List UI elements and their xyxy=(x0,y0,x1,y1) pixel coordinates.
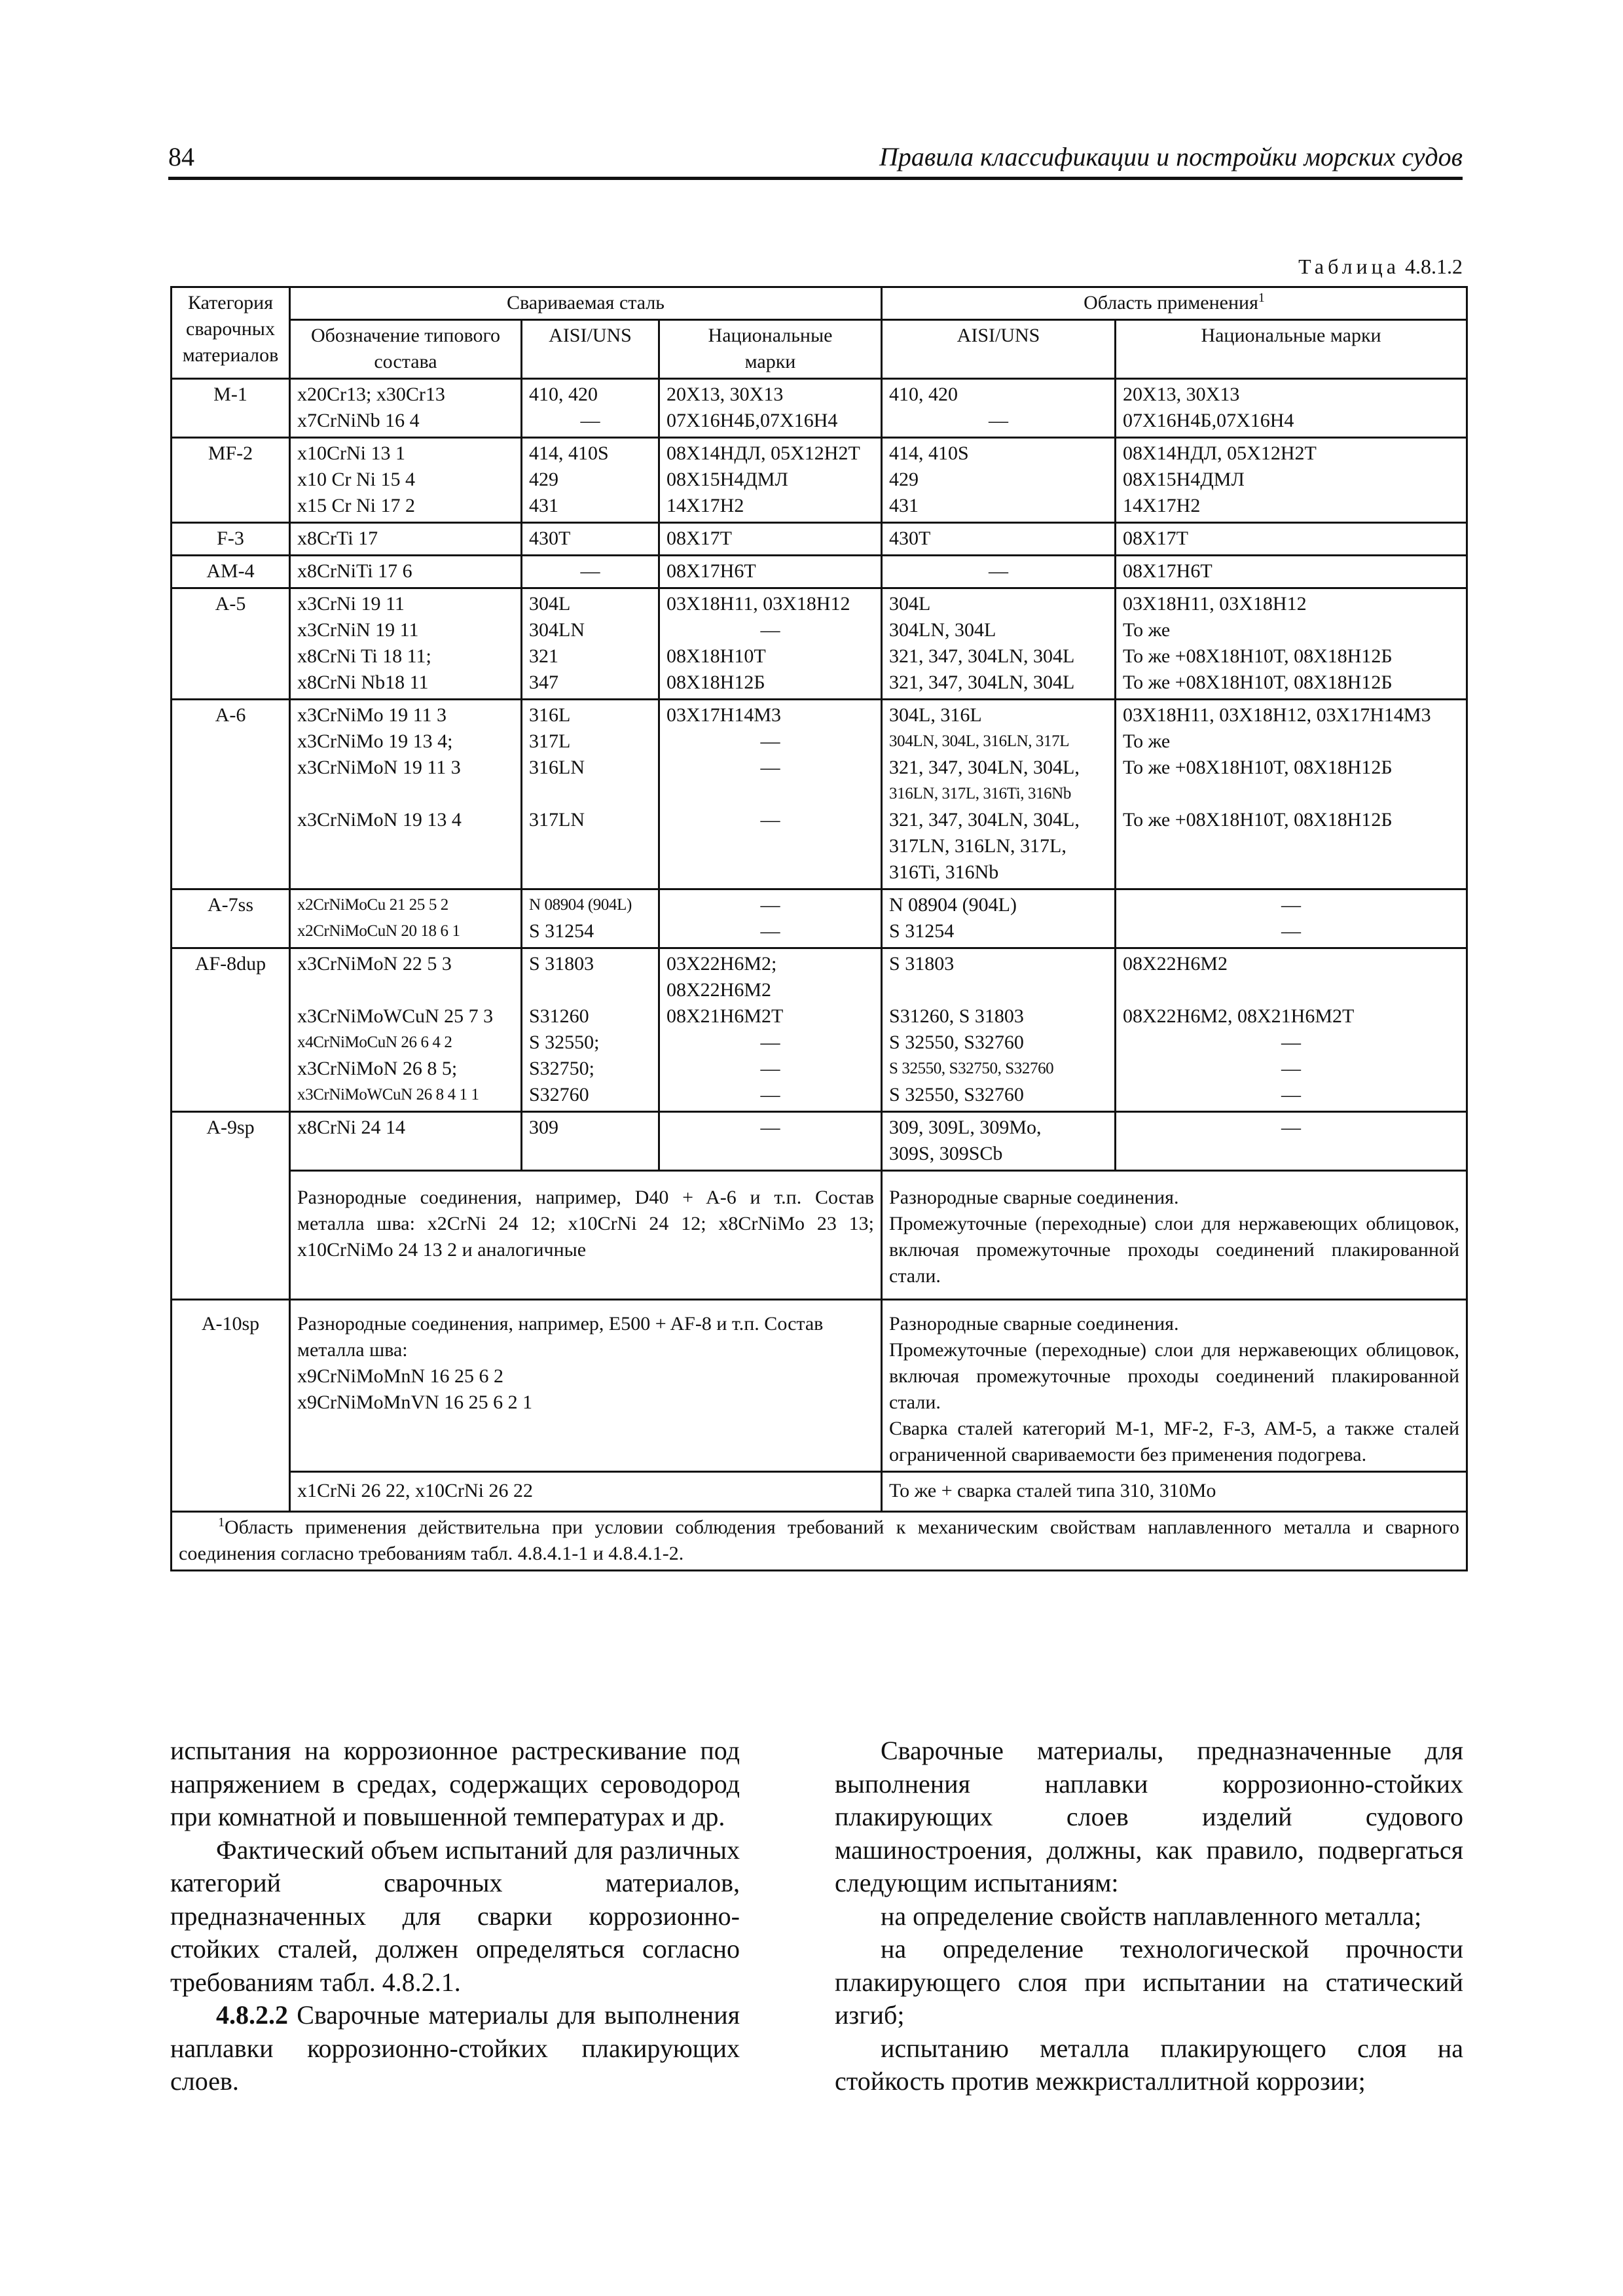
footnote-text: Область применения действительна при условии соблюдения требований к механическим свойствам наплавленного металла и сварного соединения согласно требованиям табл. 4.8.4.1-1 и 4.8.4.1-2. xyxy=(179,1516,1460,1564)
header-national: Национальные марки xyxy=(659,320,882,379)
cell-line: 20X13, 30X13 xyxy=(666,384,784,405)
table-row xyxy=(172,556,1467,588)
cell-line: 08X22H6M2 xyxy=(666,979,772,1001)
cell-line: 431 xyxy=(529,495,558,516)
cell-line: 08X17T xyxy=(666,528,732,549)
right-paragraph-1: Сварочные материалы, предназначенные для выполнения наплавки коррозионно-стойких плакирующих слоев изделий судового машиностроения, должны, как правило, подвергаться следующим испытаниям: xyxy=(835,1736,1463,1897)
cell-line: — xyxy=(760,1058,780,1079)
cell-app-national xyxy=(1116,523,1467,556)
cell-line: S32750; xyxy=(529,1058,595,1079)
cell-line: 03X18H11, 03X18H12, 03X17H14M3 xyxy=(1123,704,1431,726)
cell-line: — xyxy=(760,1084,780,1105)
cell-composition xyxy=(290,438,522,523)
cell-line: x8CrNiTi 17 6 xyxy=(297,560,412,582)
header-welded-steel: Свариваемая сталь xyxy=(290,287,882,320)
cell-line: x8CrNi 24 14 xyxy=(297,1117,405,1138)
cell-line: 14X17H2 xyxy=(1123,495,1201,516)
table-caption-number: 4.8.1.2 xyxy=(1405,255,1463,278)
cell-line: x2CrNiMoCuN 20 18 6 1 xyxy=(297,922,460,940)
cell-composition xyxy=(290,700,522,889)
cell-line: 304LN, 304L, 316LN, 317L xyxy=(889,732,1070,750)
cell-line xyxy=(529,781,651,807)
cell-line xyxy=(1123,859,1459,886)
cell-line: 410, 420 xyxy=(889,384,958,405)
cell-line: x3CrNiMoWCuN 26 8 4 1 1 xyxy=(297,1086,479,1103)
cell-line xyxy=(1123,781,1459,807)
cell-aisi-uns xyxy=(522,889,659,948)
cell-line: x3CrNiN 19 11 xyxy=(297,619,419,641)
cell-line: 430T xyxy=(889,528,931,549)
cell-line: 07X16H4Б,07X16H4 xyxy=(1123,410,1294,431)
cell-line: 304LN xyxy=(529,619,585,641)
cell-line: 430T xyxy=(529,528,571,549)
cell-line: x3CrNiMo 19 13 4; xyxy=(297,730,453,752)
table-footnote xyxy=(172,1512,1467,1571)
cell-line: То же xyxy=(1123,730,1171,752)
cell-dissimilar-steel: Разнородные соединения, например, D40 + A-6 и т.п. Состав металла шва: x2CrNi 24 12; x10CrNi 24 12; x8CrNiMo 23 13; x10CrNiMo 24 13 2 и аналогичные xyxy=(290,1171,882,1300)
cell-category: A-6 xyxy=(172,700,290,889)
table-row xyxy=(172,948,1467,1112)
cell-category: M-1 xyxy=(172,379,290,438)
cell-line: 07X16H4Б,07X16H4 xyxy=(666,410,838,431)
cell-a10-steel: Разнородные соединения, например, E500 + AF-8 и т.п. Состав металла шва: x9CrNiMoMnN 16 25 6 2 x9CrNiMoMnVN 16 25 6 2 1 xyxy=(290,1300,882,1472)
cell-line: S 32550, S32750, S32760 xyxy=(889,1060,1054,1077)
right-paragraph-2: на определение свойств наплавленного металла; xyxy=(881,1901,1422,1931)
cell-line xyxy=(666,781,874,807)
cell-line: S 31803 xyxy=(889,953,955,975)
cell-line: 414, 410S xyxy=(529,442,609,464)
cell-aisi-uns xyxy=(522,948,659,1112)
cell-line: — xyxy=(989,410,1009,431)
cell-app-national xyxy=(1116,379,1467,438)
cell-line: S 31803 xyxy=(529,953,594,975)
cell-line: 03X18H11, 03X18H12 xyxy=(666,593,850,615)
cell-line: x3CrNiMoWCuN 25 7 3 xyxy=(297,1005,494,1027)
table-row-a10-2 xyxy=(172,1472,1467,1512)
cell-line: 08X17T xyxy=(1123,528,1189,549)
cell-composition xyxy=(290,889,522,948)
cell-dissimilar-application: Разнородные сварные соединения. Промежуточные (переходные) слои для нержавеющих облицовок, включая промежуточные проходы соединений плакированной стали. xyxy=(882,1171,1467,1300)
cell-line: — xyxy=(1281,1031,1302,1053)
cell-category: A-5 xyxy=(172,588,290,700)
table-caption xyxy=(1298,253,1463,279)
cell-national xyxy=(659,379,882,438)
cell-app-national xyxy=(1116,588,1467,700)
cell-line: — xyxy=(1281,1084,1302,1105)
cell-line: x2CrNiMoCu 21 25 5 2 xyxy=(297,896,448,914)
cell-app-national xyxy=(1116,1112,1467,1171)
cell-line: — xyxy=(760,1031,780,1053)
cell-line: — xyxy=(1281,920,1302,942)
cell-line xyxy=(889,977,1108,1003)
cell-line: 414, 410S xyxy=(889,442,969,464)
cell-line: 08X15H4ДМЛ xyxy=(666,469,788,490)
cell-line: 03X18H11, 03X18H12 xyxy=(1123,593,1307,615)
text-column-right xyxy=(835,1734,1463,2098)
cell-composition xyxy=(290,1112,522,1171)
cell-line xyxy=(529,977,651,1003)
header-aisi-uns-app: AISI/UNS xyxy=(882,320,1116,379)
cell-line xyxy=(529,859,651,886)
cell-line: 08X14НДЛ, 05X12H2T xyxy=(1123,442,1317,464)
cell-line: x8CrTi 17 xyxy=(297,528,378,549)
cell-line: 20X13, 30X13 xyxy=(1123,384,1240,405)
cell-line xyxy=(297,833,514,859)
cell-app-aisi-uns xyxy=(882,1112,1116,1171)
cell-line: 316LN, 317L, 316Ti, 316Nb xyxy=(889,785,1072,802)
cell-app-aisi-uns xyxy=(882,889,1116,948)
running-title: Правила классификации и постройки морских судов xyxy=(879,142,1463,171)
cell-line: — xyxy=(760,894,780,916)
cell-line: x4CrNiMoCuN 26 6 4 2 xyxy=(297,1033,452,1051)
header-rule xyxy=(168,177,1463,180)
cell-aisi-uns xyxy=(522,379,659,438)
cell-line: — xyxy=(760,730,780,752)
cell-line: 03X17H14M3 xyxy=(666,704,782,726)
cell-line: 03X22H6M2; xyxy=(666,953,777,975)
cell-aisi-uns xyxy=(522,588,659,700)
header-row-1 xyxy=(172,287,1467,320)
cell-line xyxy=(297,781,514,807)
cell-a10-steel-2: x1CrNi 26 22, x10CrNi 26 22 xyxy=(290,1472,882,1512)
materials-table xyxy=(170,286,1468,1571)
cell-line: 321 xyxy=(529,645,558,667)
cell-app-aisi-uns xyxy=(882,379,1116,438)
cell-line: S 31254 xyxy=(889,920,955,942)
cell-line: — xyxy=(1281,1058,1302,1079)
cell-line: То же +08X18H10T, 08X18H12Б xyxy=(1123,645,1393,667)
cell-line: 309 xyxy=(529,1117,558,1138)
cell-national xyxy=(659,438,882,523)
left-paragraph-2: Фактический объем испытаний для различных категорий сварочных материалов, предназначенных для сварки коррозионно-стойких сталей, должен определяться согласно требованиям табл. 4.8.2.1. xyxy=(170,1835,740,1997)
cell-a10-application: Разнородные сварные соединения. Промежуточные (переходные) слои для нержавеющих облицовок, включая промежуточные проходы соединений плакированной стали. Сварка сталей категорий M-1, MF-2, F-3, AM-5, а также сталей ограниченной свариваемости без применения подогрева. xyxy=(882,1300,1467,1472)
header-application-sup: 1 xyxy=(1258,291,1265,305)
cell-app-aisi-uns xyxy=(882,588,1116,700)
table-footnote-row xyxy=(172,1512,1467,1571)
header-application-text: Область применения xyxy=(1084,292,1258,314)
header-typical-composition: Обозначение типового состава xyxy=(290,320,522,379)
left-paragraph-1: испытания на коррозионное растрескивание под напряжением в средах, содержащих сероводород при комнатной и повышенной температурах и др. xyxy=(170,1736,740,1831)
cell-line: x3CrNiMoN 19 11 3 xyxy=(297,757,461,778)
cell-line: — xyxy=(1281,894,1302,916)
cell-app-aisi-uns xyxy=(882,948,1116,1112)
table-row-dissimilar xyxy=(172,1171,1467,1300)
cell-line xyxy=(297,977,514,1003)
cell-category: AF-8dup xyxy=(172,948,290,1112)
cell-line: 304LN, 304L xyxy=(889,619,996,641)
cell-line: S31260, S 31803 xyxy=(889,1005,1024,1027)
cell-line: x3CrNiMoN 22 5 3 xyxy=(297,953,452,975)
cell-line: — xyxy=(580,560,600,582)
cell-line: 08X17H6T xyxy=(1123,560,1213,582)
text-column-left xyxy=(170,1734,740,2098)
cell-national xyxy=(659,700,882,889)
cell-aisi-uns xyxy=(522,523,659,556)
cell-line: — xyxy=(989,560,1009,582)
cell-app-national xyxy=(1116,889,1467,948)
cell-line: 08X14НДЛ, 05X12H2T xyxy=(666,442,860,464)
table-row xyxy=(172,1112,1467,1171)
table-row xyxy=(172,379,1467,438)
cell-national xyxy=(659,523,882,556)
header-application xyxy=(882,287,1467,320)
cell-line: 317L xyxy=(529,730,571,752)
cell-line: 08X22H6M2, 08X21H6M2T xyxy=(1123,1005,1355,1027)
cell-line xyxy=(666,859,874,886)
cell-aisi-uns xyxy=(522,556,659,588)
cell-category: A-10sp xyxy=(172,1300,290,1512)
cell-line: 304L, 316L xyxy=(889,704,982,726)
cell-line: x3CrNiMoN 26 8 5; xyxy=(297,1058,458,1079)
left-paragraph-3 xyxy=(170,1999,740,2098)
cell-category: MF-2 xyxy=(172,438,290,523)
cell-category: AM-4 xyxy=(172,556,290,588)
table-caption-word: Таблица xyxy=(1298,255,1400,278)
cell-app-national xyxy=(1116,948,1467,1112)
cell-line: То же +08X18H10T, 08X18H12Б xyxy=(1123,809,1393,831)
cell-line: То же xyxy=(1123,619,1171,641)
cell-composition xyxy=(290,556,522,588)
cell-line: S 32550; xyxy=(529,1031,600,1053)
cell-line: S 32550, S32760 xyxy=(889,1031,1024,1053)
cell-line: 08X18H10T xyxy=(666,645,766,667)
cell-line: x3CrNiMo 19 11 3 xyxy=(297,704,447,726)
cell-line: N 08904 (904L) xyxy=(529,896,632,914)
cell-composition xyxy=(290,523,522,556)
cell-line: N 08904 (904L) xyxy=(889,894,1017,916)
cell-line: 317LN, 316LN, 317L, xyxy=(889,835,1067,857)
cell-line: 321, 347, 304LN, 304L xyxy=(889,645,1075,667)
cell-app-aisi-uns xyxy=(882,556,1116,588)
cell-line: x8CrNi Ti 18 11; xyxy=(297,645,431,667)
cell-line: 429 xyxy=(889,469,919,490)
cell-line: — xyxy=(760,1117,780,1138)
cell-line: x15 Cr Ni 17 2 xyxy=(297,495,415,516)
cell-line xyxy=(1123,977,1459,1003)
cell-app-national xyxy=(1116,700,1467,889)
table-row xyxy=(172,438,1467,523)
cell-line: 08X22H6M2 xyxy=(1123,953,1228,975)
cell-line: x3CrNi 19 11 xyxy=(297,593,405,615)
cell-line: 321, 347, 304LN, 304L, xyxy=(889,809,1080,831)
cell-line: 08X21H6M2T xyxy=(666,1005,784,1027)
cell-line: 321, 347, 304LN, 304L xyxy=(889,672,1075,693)
cell-line: 429 xyxy=(529,469,558,490)
header-category: Категория сварочных материалов xyxy=(172,287,290,379)
cell-line: x20Cr13; x30Cr13 xyxy=(297,384,445,405)
section-number: 4.8.2.2 xyxy=(216,2000,288,2030)
cell-app-aisi-uns xyxy=(882,700,1116,889)
cell-line: 316L xyxy=(529,704,571,726)
cell-line: — xyxy=(760,619,780,641)
right-paragraph-3: на определение технологической прочности плакирующего слоя при испытании на статический изгиб; xyxy=(835,1934,1463,2030)
cell-line: 08X18H12Б xyxy=(666,672,765,693)
cell-aisi-uns xyxy=(522,1112,659,1171)
footnote-mark: 1 xyxy=(218,1515,225,1530)
cell-line: S 31254 xyxy=(529,920,594,942)
cell-line: x3CrNiMoN 19 13 4 xyxy=(297,809,462,831)
cell-line: x8CrNi Nb18 11 xyxy=(297,672,429,693)
cell-line: 321, 347, 304LN, 304L, xyxy=(889,757,1080,778)
page-number: 84 xyxy=(168,142,194,171)
cell-app-national xyxy=(1116,556,1467,588)
cell-line: x10 Cr Ni 15 4 xyxy=(297,469,415,490)
cell-national xyxy=(659,556,882,588)
left-paragraph-3-text: Сварочные материалы для выполнения наплавки коррозионно-стойких плакирующих слоев. xyxy=(170,2000,740,2096)
cell-line: — xyxy=(760,757,780,778)
table-row-a10 xyxy=(172,1300,1467,1472)
cell-composition xyxy=(290,948,522,1112)
cell-line: x7CrNiNb 16 4 xyxy=(297,410,420,431)
cell-line: То же +08X18H10T, 08X18H12Б xyxy=(1123,672,1393,693)
cell-category: A-7ss xyxy=(172,889,290,948)
cell-line: 08X17H6T xyxy=(666,560,756,582)
cell-line: 08X15H4ДМЛ xyxy=(1123,469,1245,490)
cell-national xyxy=(659,889,882,948)
cell-line: 410, 420 xyxy=(529,384,598,405)
cell-line: 14X17H2 xyxy=(666,495,744,516)
cell-line: То же +08X18H10T, 08X18H12Б xyxy=(1123,757,1393,778)
header-aisi-uns: AISI/UNS xyxy=(522,320,659,379)
cell-line: S31260 xyxy=(529,1005,589,1027)
cell-category: A-9sp xyxy=(172,1112,290,1300)
cell-line: 316LN xyxy=(529,757,585,778)
cell-aisi-uns xyxy=(522,438,659,523)
cell-a10-application-2: То же + сварка сталей типа 310, 310Mo xyxy=(882,1472,1467,1512)
cell-line: x10CrNi 13 1 xyxy=(297,442,405,464)
cell-national xyxy=(659,948,882,1112)
right-paragraph-4: испытанию металла плакирующего слоя на стойкость против межкристаллитной коррозии; xyxy=(835,2033,1463,2096)
header-row-2 xyxy=(172,320,1467,379)
cell-line: 304L xyxy=(889,593,931,615)
cell-line: — xyxy=(580,410,600,431)
cell-national xyxy=(659,588,882,700)
cell-line: S32760 xyxy=(529,1084,589,1105)
cell-category: F-3 xyxy=(172,523,290,556)
cell-composition xyxy=(290,588,522,700)
cell-line: 316Ti, 316Nb xyxy=(889,861,999,883)
cell-aisi-uns xyxy=(522,700,659,889)
cell-composition xyxy=(290,379,522,438)
cell-line xyxy=(666,833,874,859)
cell-line: S 32550, S32760 xyxy=(889,1084,1024,1105)
cell-national xyxy=(659,1112,882,1171)
cell-line: 304L xyxy=(529,593,571,615)
cell-app-aisi-uns xyxy=(882,438,1116,523)
cell-line: 309S, 309SCb xyxy=(889,1143,1003,1164)
cell-line: 309, 309L, 309Mo, xyxy=(889,1117,1042,1138)
table-row xyxy=(172,889,1467,948)
table-row xyxy=(172,700,1467,889)
header-national-app: Национальные марки xyxy=(1116,320,1467,379)
cell-line xyxy=(1123,833,1459,859)
cell-line: 347 xyxy=(529,672,558,693)
cell-app-national xyxy=(1116,438,1467,523)
cell-line: 431 xyxy=(889,495,919,516)
cell-line: 317LN xyxy=(529,809,585,831)
cell-line: — xyxy=(760,920,780,942)
cell-app-aisi-uns xyxy=(882,523,1116,556)
cell-line: — xyxy=(1281,1117,1302,1138)
cell-line xyxy=(297,859,514,886)
cell-line xyxy=(529,833,651,859)
cell-line: — xyxy=(760,809,780,831)
table-row xyxy=(172,523,1467,556)
table-row xyxy=(172,588,1467,700)
